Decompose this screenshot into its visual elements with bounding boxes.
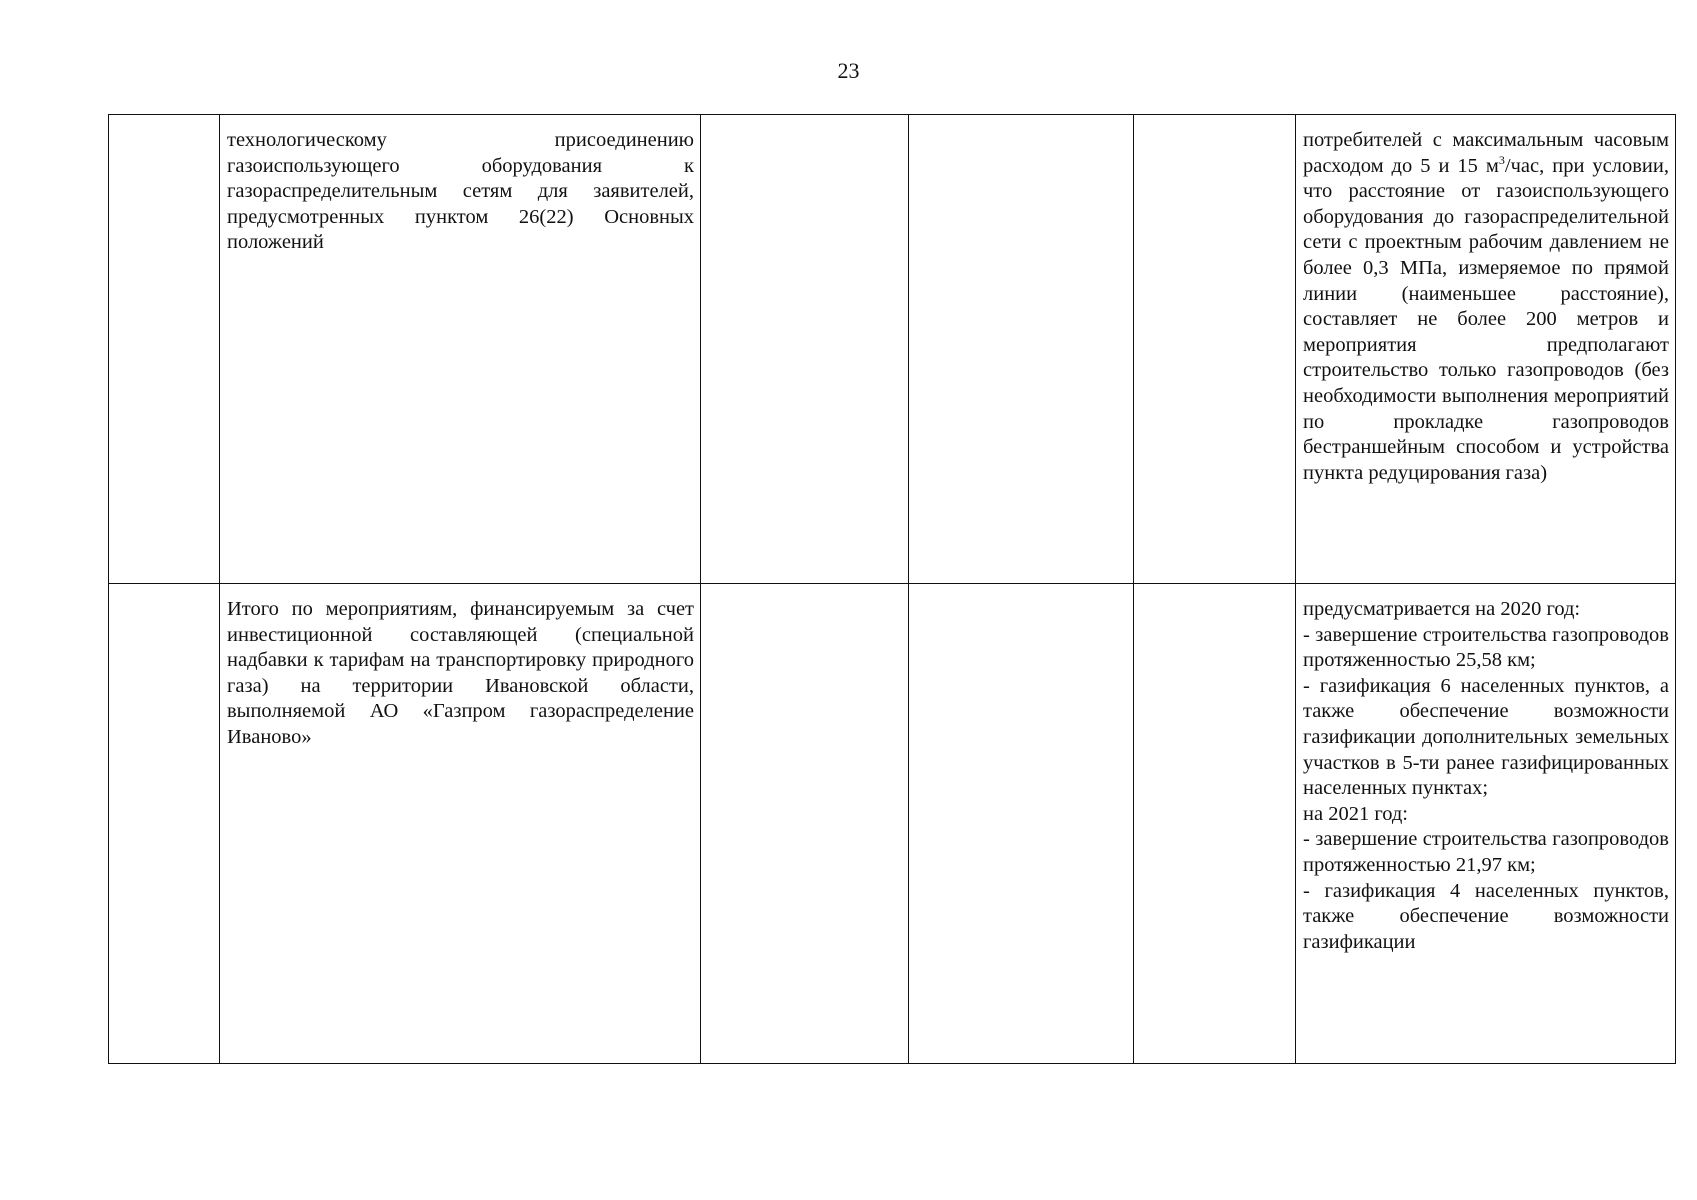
description-cell: технологическому присоединению газоиспользующего оборудования к газораспределительным сетям для заявителей, предусмотренных пунктом 26(22) Основных положений (220, 115, 701, 584)
note-superscript: 3 (1498, 152, 1505, 167)
note-line: - газификация 6 населенных пунктов, а также обеспечение возможности газификации дополнительных земельных участков в 5-ти ранее газифицированных населенных пунктах; (1303, 674, 1669, 800)
row-number-cell (109, 115, 220, 584)
note-line: - газификация 4 населенных пунктов, также обеспечение возможности газификации (1303, 879, 1669, 953)
value-cell (701, 115, 909, 584)
description-cell: Итого по мероприятиям, финансируемым за счет инвестиционной составляющей (специальной надбавки к тарифам на транспортировку природного газа) на территории Ивановской области, выполняемой АО «Газпром газораспределение Иваново» (220, 584, 701, 1064)
note-line: - завершение строительства газопроводов протяженностью 21,97 км; (1303, 828, 1669, 876)
measures-table (108, 114, 1676, 1064)
page-number: 23 (837, 58, 860, 83)
note-cell (1296, 115, 1676, 584)
note-text: /час, при условии, что расстояние от газоиспользующего оборудования до газораспределительной сети с проектным рабочим давлением не более 0,3 МПа, измеряемое по прямой линии (наименьшее расстояние), составляет не более 200 метров и мероприятия предполагают строительство только газопроводов (без необходимости выполнения мероприятий по прокладке газопроводов бестраншейным способом и устройства пункта редуцирования газа) (1303, 154, 1669, 484)
note-cell (1296, 584, 1676, 1064)
value-cell (1134, 584, 1296, 1064)
value-cell (909, 584, 1134, 1064)
value-cell (909, 115, 1134, 584)
table-row (109, 115, 1676, 584)
note-line: предусматривается на 2020 год: (1303, 598, 1581, 620)
note-line: на 2021 год: (1303, 802, 1409, 825)
value-cell (701, 584, 909, 1064)
note-text: потребителей с максимальным часовым расходом до 5 и 15 м (1303, 129, 1669, 177)
value-cell (1134, 115, 1296, 584)
note-line: - завершение строительства газопроводов протяженностью 25,58 км; (1303, 623, 1669, 672)
row-number-cell (109, 584, 220, 1064)
table-row (109, 584, 1676, 1064)
